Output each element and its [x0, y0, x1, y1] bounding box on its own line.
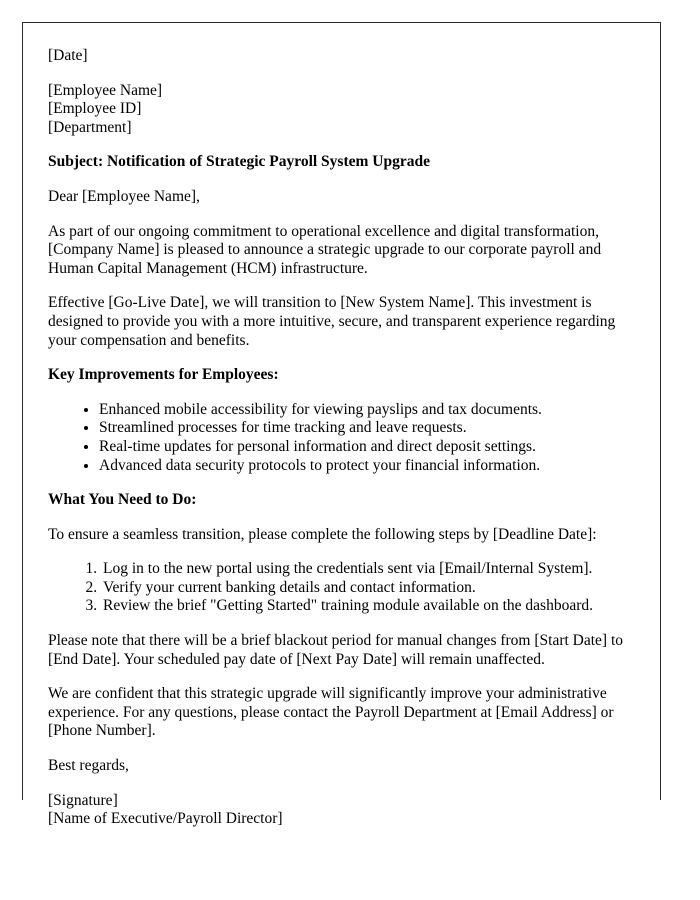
actions-intro: To ensure a seamless transition, please complete the following steps by [Deadline Date]: — [48, 525, 597, 543]
intro-paragraph: As part of our ongoing commitment to operational excellence and digital transformation, [Company Name] is pleased to announce a strategic upgrade to our corporate payroll and Human Capital Management (HCM) infrastructure. — [48, 222, 602, 277]
list-item: • Streamlined processes for time tracking and leave requests. — [99, 419, 634, 438]
list-item: 1. Log in to the new portal using the credentials sent via [Email/Internal System]. — [101, 560, 634, 579]
signature-block — [48, 792, 634, 829]
salutation: Dear [Employee Name], — [48, 187, 200, 205]
document-page — [22, 22, 661, 828]
action-steps-list — [48, 560, 634, 616]
list-item: • Real-time updates for personal information and direct deposit settings. — [99, 438, 634, 457]
signer-title: [Name of Executive/Payroll Director] — [48, 810, 283, 828]
list-item: • Enhanced mobile accessibility for viewing payslips and tax documents. — [99, 401, 634, 420]
blackout-paragraph: Please note that there will be a brief blackout period for manual changes from [Start Date] to [End Date]. Your scheduled pay date of [Next Pay Date] will remain unaffected. — [48, 632, 624, 668]
actions-heading: What You Need to Do: — [48, 491, 197, 509]
list-item: • Advanced data security protocols to protect your financial information. — [99, 457, 634, 476]
signature-placeholder: [Signature] — [48, 791, 118, 809]
recipient-id: [Employee ID] — [48, 100, 142, 118]
improvements-list — [48, 401, 634, 475]
subject-line: Subject: Notification of Strategic Payroll System Upgrade — [48, 153, 430, 171]
recipient-department: [Department] — [48, 118, 132, 136]
list-item: 2. Verify your current banking details and contact information. — [101, 579, 634, 598]
recipient-block — [48, 82, 634, 138]
document-body — [23, 23, 660, 829]
closing-paragraph: We are confident that this strategic upgrade will significantly improve your administrative experience. For any questions, please contact the Payroll Department at [Email Address] or [Phone Number]. — [48, 685, 614, 740]
recipient-name: [Employee Name] — [48, 81, 163, 99]
list-item: 3. Review the brief "Getting Started" training module available on the dashboard. — [101, 597, 634, 616]
improvements-heading: Key Improvements for Employees: — [48, 366, 279, 384]
sign-off: Best regards, — [48, 757, 129, 775]
effective-paragraph: Effective [Go-Live Date], we will transition to [New System Name]. This investment is designed to provide you with a more intuitive, secure, and transparent experience regarding your compensation and benefits. — [48, 294, 616, 349]
date-line: [Date] — [48, 47, 88, 64]
